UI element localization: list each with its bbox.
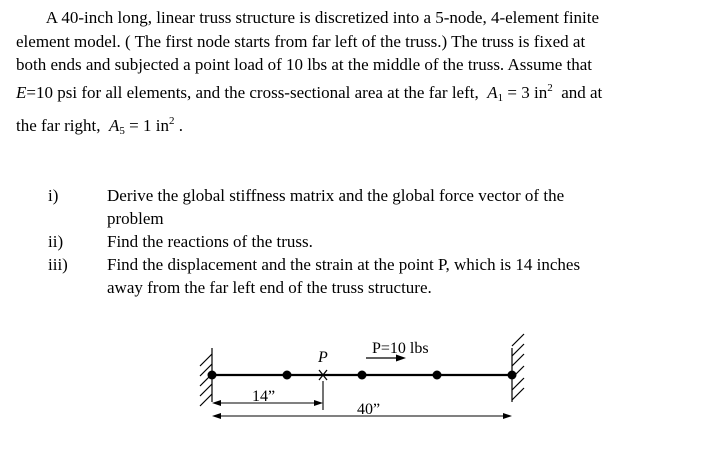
- question-number: ii): [48, 232, 64, 251]
- area-symbol-a5: A: [109, 116, 120, 135]
- node-4: [433, 371, 442, 380]
- question-text: Derive the global stiffness matrix and the global force vector of the problem: [107, 186, 565, 228]
- problem-line-2: element model. ( The first node starts from far left of the truss.) The truss is fixed at: [16, 31, 586, 51]
- modulus-symbol: E: [16, 82, 27, 102]
- dimension-40-arrow-left: [212, 413, 221, 419]
- dimension-14-label: 14”: [252, 388, 276, 405]
- load-label: P=10 lbs: [372, 340, 429, 357]
- question-number: iii): [48, 255, 68, 274]
- point-p-label: P: [318, 349, 328, 366]
- question-text: Find the reactions of the truss.: [107, 232, 313, 251]
- problem-line-5: the far right, $A_5 = 1$ $in^2$ .: [16, 115, 183, 137]
- problem-line-3: both ends and subjected a point load of 10 lbs at the middle of the truss. Assume that: [16, 55, 593, 74]
- dimension-14-arrow-left: [212, 400, 221, 406]
- problem-line-4: E=10 psi for all elements, and the cross-sectional area at the far left, $A_1 = 3$ $in^2$ and at: [16, 81, 603, 104]
- node-1: [208, 371, 217, 380]
- node-3: [358, 371, 367, 380]
- node-2: [283, 371, 292, 380]
- right-fixed-support: [512, 334, 524, 402]
- dimension-40-label: 40”: [357, 401, 381, 418]
- question-number: i): [48, 186, 59, 205]
- node-5: [508, 371, 517, 380]
- area-symbol-a1: A: [487, 82, 498, 102]
- problem-line-1: A 40-inch long, linear truss structure is discretized into a 5-node, 4-element finite: [45, 8, 600, 27]
- dimension-40-arrow-right: [503, 413, 512, 419]
- question-text: Find the displacement and the strain at the point P, which is 14 inches away from the far left end of the truss structure.: [107, 255, 581, 297]
- dimension-14-arrow-right: [314, 400, 323, 406]
